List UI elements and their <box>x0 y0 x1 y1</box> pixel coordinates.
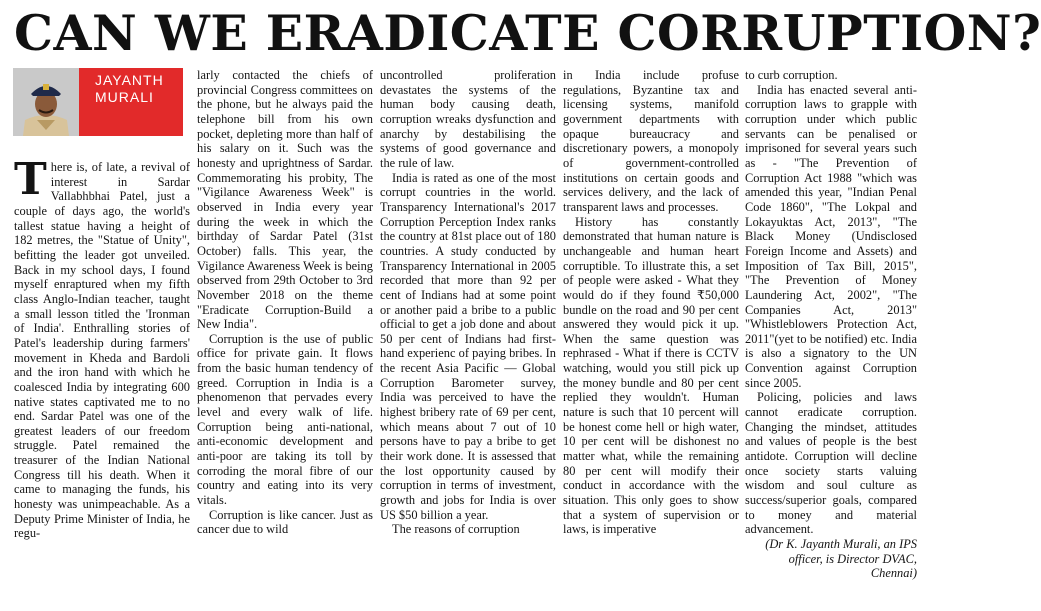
paragraph-3: Corruption is like cancer. Just as cancer due to wild <box>197 507 373 537</box>
paragraph-5-continued: in India include profuse regulations, Byzantine tax and licensing systems, manifold government departments with opaque bureaucracy and discretionary powers, a monopoly of government-controlled institutions on certain goods and services delivery, and the lack of transparent laws and processes. <box>563 68 739 214</box>
paragraph-1-continued: larly contacted the chiefs of provincial Congress committees on the phone, but he always paid the telephone bill from his own pocket, depleting more than half of his salary on it. Such was the honesty and uprightness of Sardar. Commemorating his probity, The "Vigilance Awareness Week" is observed in India every year during the week in which the birthday of Sardar Patel (31st October) falls. This year, the Vigilance Awareness Week is being observed from 29th October to 3rd November 2018 on the theme "Eradicate Corruption-Build a New India". <box>197 68 373 332</box>
headline: CAN WE ERADICATE CORRUPTION? <box>14 4 1041 62</box>
author-signature: (Dr K. Jayanth Murali, an IPS officer, is Director DVAC, Chennai) <box>765 537 917 581</box>
paragraph-6-continued: to curb corruption. <box>745 68 838 82</box>
column-1 <box>14 154 190 606</box>
author-byline <box>13 68 183 136</box>
paragraph-7: India has enacted several anti-corruption laws to grapple with corruption under which public servants can be penalised or imprisoned for several years such as - "The Prevention of Corruption Act 1988 "which was amended this year, "Indian Penal Code 1860", "The Lokpal and Lokayuktas Act, 2013", "The Black Money (Undisclosed Foreign Income and Assets) and Imposition of Tax Bill, 2015", "The Prevention of Money Laundering Act, 2002", "The Companies Act, 2013" "Whistleblowers Protection Act, 2011"(yet to be notified) etc. India is also a signatory to the UN Convention against Corruption since 2005. <box>745 82 917 390</box>
paragraph-2: Corruption is the use of public office for private gain. It flows from the basic human tendency of greed. Corruption in India is a phenomenon that pervades every level and every walk of life. Corruption being anti-national, anti-economic development and anti-poor are taking its toll by corroding the moral fibre of our country and eating into its very vitals. <box>197 331 373 508</box>
paragraph-8: Policing, policies and laws cannot eradicate corruption. Changing the mindset, attitudes and values of people is the best antidote. Corruption will decline once society starts valuing wisdom and soul culture as success/superior goals, compared to money and material advancement. <box>745 390 917 537</box>
drop-cap: T <box>14 154 47 205</box>
paragraph-5: The reasons of corruption <box>392 522 520 537</box>
author-first-name: JAYANTH <box>95 72 164 88</box>
column-3 <box>380 68 556 606</box>
paragraph-6: History has constantly demonstrated that human nature is unchangeable and human heart corruptible. To illustrate this, a set of people were asked - What they would do if they found ₹50,000 bundle on the road and 90 per cent answered they would pick it up. When the same question was rephrased - What if there is CCTV watching, would you still pick up the money bundle and 80 per cent replied they wouldn't. Human nature is such that 10 percent will be honest come hell or high water, 10 per cent will be dishonest no matter what, while the remaining 80 per cent will modify their conduct in accordance with the situation. This only goes to show that a system of supervision or laws, is imperative <box>563 214 739 537</box>
paragraph-3-continued: uncontrolled proliferation devastates the systems of the human body causing death, corruption wreaks dysfunction and anarchy by destabilising the systems of good governance and the rule of law. <box>380 68 556 170</box>
paragraph-1 <box>14 154 190 541</box>
paragraph-1-text: here is, of late, a revival of interest in Sardar Vallabhbhai Patel, just a couple of days ago, the world's tallest statue having a height of 182 metres, the "Statue of Unity", befitting the leader got unveiled. Back in my school days, I found myself enraptured when my fifth class Anglo-Indian teacher, taught a small lesson titled the 'Ironman of India'. Enthralling stories of Patel's leadership during farmers' movement in Kheda and Bardoli and the iron hand with which he coalesced India by integrating 600 native states captivated me to no end. Sardar Patel was one of the greatest leaders of our freedom struggle. Patel remained the treasurer of the Indian National Congress till his death. When it came to managing the funds, his honesty was unimpeachable. As a Deputy Prime Minister of India, he regu- <box>14 160 190 541</box>
column-2 <box>197 68 373 606</box>
author-last-name: MURALI <box>95 89 154 105</box>
author-name <box>79 68 183 136</box>
paragraph-4: India is rated as one of the most corrupt countries in the world. Transparency International's 2017 Corruption Perception Index ranks the country at 81st place out of 180 countries. A study conducted by Transparency International in 2005 recorded that more than 92 per cent of Indians had at some point or another paid a bribe to a public official to get a job done and about 50 per cent of Indians had first-hand experienc of paying bribes. In the recent Asia Pacific — Global Corruption Barometer survey, India was perceived to have the highest bribery rate of 69 per cent, which means about 7 out of 10 persons have to pay a bribe to get their work done. It is assessed that the lost opportunity caused by corruption in terms of investment, growth and jobs for India is over US $50 billion a year. <box>380 170 556 522</box>
author-photo <box>13 68 79 136</box>
column-5 <box>745 68 917 606</box>
column-4 <box>563 68 739 606</box>
